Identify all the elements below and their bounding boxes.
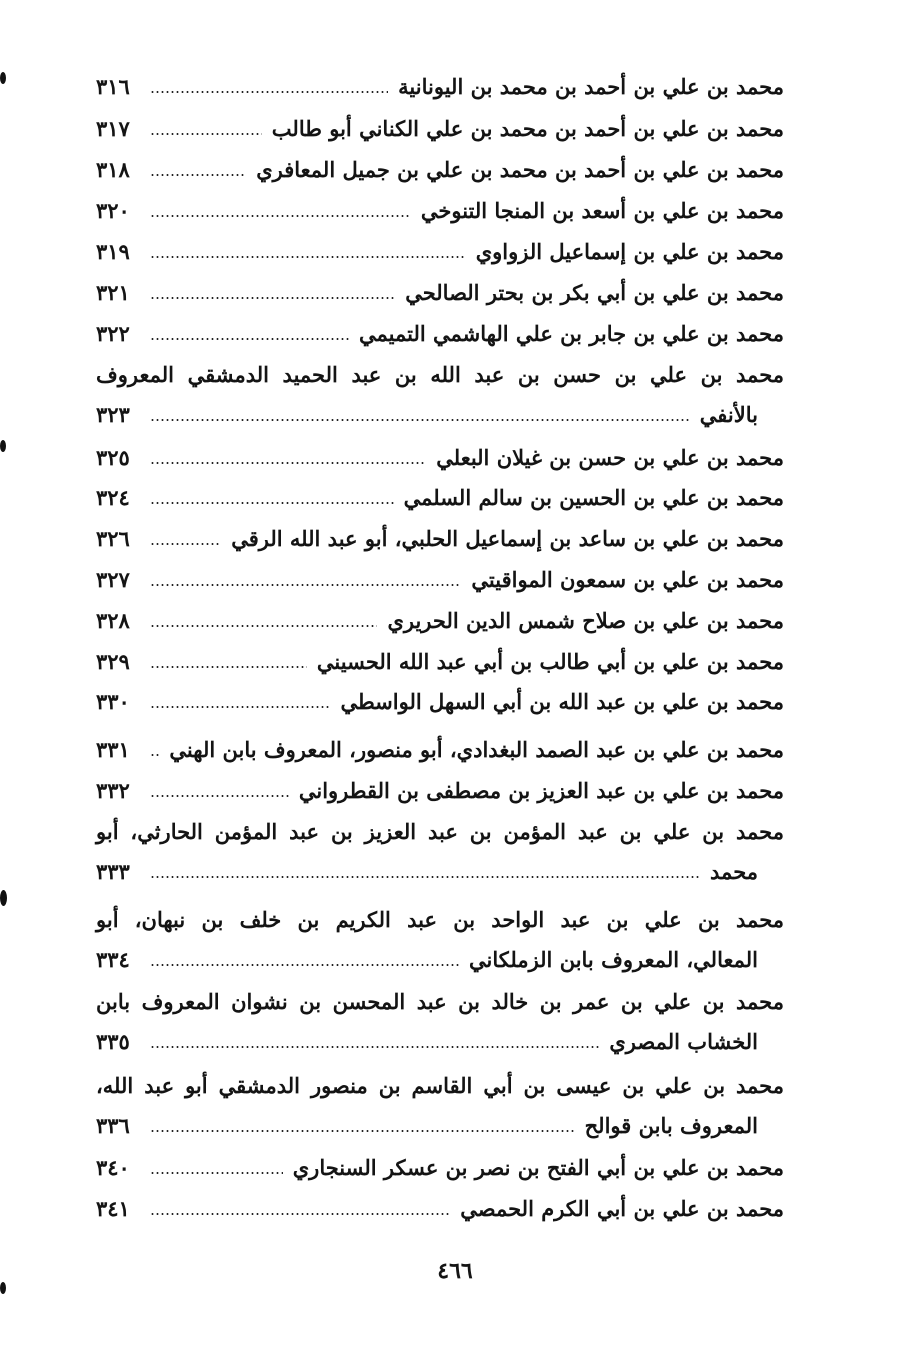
- index-entry: [96, 355, 784, 435]
- entry-page-number: ٣٣٢: [96, 778, 130, 803]
- leader-dots: [150, 1213, 450, 1215]
- leader-dots: [150, 91, 388, 93]
- entry-name-line2: بالأنفي: [699, 402, 758, 427]
- leader-dots: [150, 625, 377, 627]
- entry-name-line2: المعالي، المعروف بابن الزملكاني: [469, 947, 758, 972]
- entry-name: محمد بن علي بن سمعون المواقيتي: [471, 567, 784, 592]
- entry-page-number: ٣٣١: [96, 737, 130, 762]
- entry-name: محمد بن علي بن أسعد بن المنجا التنوخي: [420, 198, 784, 223]
- leader-dots: [150, 964, 459, 966]
- index-entry: [96, 1066, 784, 1146]
- entry-page-number: ٣١٩: [96, 239, 130, 264]
- entry-page-number: ٣٤٠: [96, 1155, 130, 1180]
- leader-dots: [150, 174, 246, 176]
- index-entry: [96, 642, 784, 682]
- leader-dots: [150, 754, 159, 756]
- entry-name-line1: محمد بن علي بن عبد الواحد بن عبد الكريم بن خلف بن نبهان، أبو: [96, 907, 784, 932]
- entry-name: محمد بن علي بن عبد العزيز بن مصطفى بن القطرواني: [298, 778, 784, 803]
- index-entry: [96, 771, 784, 811]
- entry-page-number: ٣٢٨: [96, 608, 130, 633]
- index-entry: [96, 601, 784, 641]
- entry-page-number: ٣٢٢: [96, 321, 130, 346]
- entry-name-line1: محمد بن علي بن عيسى بن أبي القاسم بن منصور الدمشقي أبو عبد الله،: [96, 1073, 784, 1098]
- leader-dots: [150, 338, 349, 340]
- page-number: ٤٦٦: [437, 1258, 473, 1284]
- index-entry: [96, 109, 784, 149]
- entry-name-line2: الخشاب المصري: [609, 1029, 758, 1054]
- index-entry: [96, 812, 784, 892]
- index-entry: [96, 478, 784, 518]
- entry-page-number: ٣٣٥: [96, 1029, 130, 1054]
- entry-page-number: ٣٢٣: [96, 402, 130, 427]
- index-entry: [96, 1189, 784, 1229]
- leader-dots: [150, 876, 700, 878]
- entry-name: محمد بن علي بن أحمد بن محمد بن علي بن جميل المعافري: [256, 157, 784, 182]
- index-entry: [96, 191, 784, 231]
- leader-dots: [150, 795, 289, 797]
- index-entry: [96, 900, 784, 980]
- scan-mark: [0, 890, 7, 906]
- entry-page-number: ٣٢٧: [96, 567, 130, 592]
- entry-page-number: ٣٣٣: [96, 859, 130, 884]
- entry-page-number: ٣٢٠: [96, 198, 130, 223]
- index-entry: [96, 560, 784, 600]
- entry-name-line1: محمد بن علي بن عمر بن خالد بن عبد المحسن بن نشوان المعروف بابن: [96, 989, 784, 1014]
- entry-name: محمد بن علي بن جابر بن علي الهاشمي التميمي: [359, 321, 784, 346]
- index-entry: [96, 438, 784, 478]
- entry-name: محمد بن علي بن أبي الفتح بن نصر بن عسكر السنجاري: [292, 1155, 784, 1180]
- leader-dots: [150, 666, 307, 668]
- index-entry: [96, 982, 784, 1062]
- index-entry: [96, 273, 784, 313]
- index-entry: [96, 150, 784, 190]
- entry-name-line1: محمد بن علي بن حسن بن عبد الله بن عبد الحميد الدمشقي المعروف: [96, 362, 784, 387]
- index-entry: [96, 1148, 784, 1188]
- leader-dots: [150, 419, 690, 421]
- entry-page-number: ٣٢٤: [96, 485, 130, 510]
- entry-name: محمد بن علي بن إسماعيل الزواوي: [475, 239, 784, 264]
- entry-name-line2: المعروف بابن قوالح: [584, 1113, 758, 1138]
- scan-mark: [0, 72, 6, 84]
- entry-page-number: ٣٢٥: [96, 445, 130, 470]
- entry-page-number: ٣٣٦: [96, 1113, 130, 1138]
- entry-name: محمد بن علي بن أحمد بن محمد بن علي الكناني أبو طالب: [271, 116, 784, 141]
- entry-name: محمد بن علي بن عبد الله بن أبي السهل الواسطي: [340, 689, 784, 714]
- leader-dots: [150, 1130, 575, 1132]
- scan-mark: [0, 1282, 6, 1294]
- leader-dots: [150, 133, 262, 135]
- entry-name: محمد بن علي بن ساعد بن إسماعيل الحلبي، أبو عبد الله الرقي: [231, 526, 784, 551]
- index-entry: [96, 232, 784, 272]
- entry-page-number: ٣٢٩: [96, 649, 130, 674]
- entry-page-number: ٣١٨: [96, 157, 130, 182]
- entry-name: محمد بن علي بن الحسين بن سالم السلمي: [403, 485, 784, 510]
- entry-page-number: ٣٣٠: [96, 689, 130, 714]
- index-entry: [96, 67, 784, 107]
- leader-dots: [150, 584, 461, 586]
- entry-name: محمد بن علي بن أحمد بن محمد بن اليونانية: [398, 74, 784, 99]
- entry-name: محمد بن علي بن عبد الصمد البغدادي، أبو منصور، المعروف بابن الهني: [169, 737, 784, 762]
- entry-name: محمد بن علي بن أبي الكرم الحمصي: [460, 1196, 784, 1221]
- index-entry: [96, 519, 784, 559]
- leader-dots: [150, 462, 426, 464]
- index-entry: [96, 682, 784, 722]
- leader-dots: [150, 706, 330, 708]
- entry-page-number: ٣١٧: [96, 116, 130, 141]
- leader-dots: [150, 256, 466, 258]
- scan-mark: [0, 440, 6, 452]
- index-entry: [96, 730, 784, 770]
- entry-page-number: ٣١٦: [96, 74, 130, 99]
- entry-name: محمد بن علي بن أبي بكر بن بحتر الصالحي: [405, 280, 784, 305]
- index-entry: [96, 314, 784, 354]
- entry-name: محمد بن علي بن أبي طالب بن أبي عبد الله الحسيني: [316, 649, 784, 674]
- leader-dots: [150, 297, 395, 299]
- leader-dots: [150, 1046, 599, 1048]
- leader-dots: [150, 1172, 283, 1174]
- entry-page-number: ٣٢١: [96, 280, 130, 305]
- entry-name-line2: محمد: [710, 859, 758, 884]
- leader-dots: [150, 502, 394, 504]
- leader-dots: [150, 215, 411, 217]
- entry-name-line1: محمد بن علي بن عبد المؤمن بن عبد العزيز بن عبد المؤمن الحارثي، أبو: [96, 819, 784, 844]
- entry-page-number: ٣٣٤: [96, 947, 130, 972]
- entry-page-number: ٣٤١: [96, 1196, 130, 1221]
- leader-dots: [150, 543, 221, 545]
- entry-page-number: ٣٢٦: [96, 526, 130, 551]
- entry-name: محمد بن علي بن حسن بن غيلان البعلي: [436, 445, 784, 470]
- entry-name: محمد بن علي بن صلاح شمس الدين الحريري: [387, 608, 784, 633]
